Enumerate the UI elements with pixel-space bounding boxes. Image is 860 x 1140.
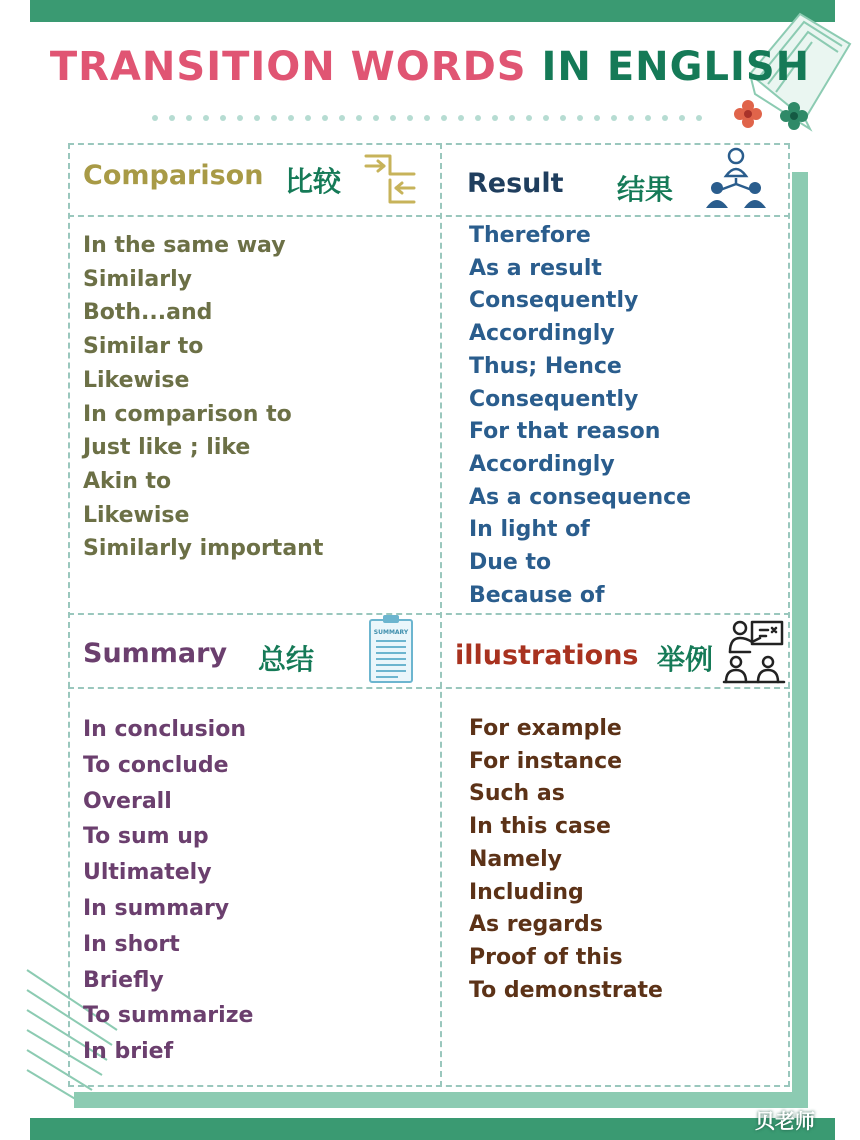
list-item: In this case bbox=[469, 814, 611, 840]
list-item: Due to bbox=[469, 550, 552, 576]
comparison-zh-heading: 比较 bbox=[285, 165, 342, 198]
bottom-band bbox=[30, 1118, 835, 1140]
list-item: As regards bbox=[469, 912, 603, 938]
clipboard-icon bbox=[368, 614, 414, 684]
list-item: Ultimately bbox=[83, 860, 212, 886]
list-item: Just like ; like bbox=[83, 435, 251, 461]
grid-vertical-divider bbox=[440, 143, 442, 1087]
grid-divider-bottom-header bbox=[68, 687, 790, 689]
compare-arrows-icon bbox=[362, 152, 418, 206]
list-item: For example bbox=[469, 716, 622, 741]
list-item: In short bbox=[83, 931, 180, 957]
list-item: Similar to bbox=[83, 334, 204, 360]
right-shadow-bar bbox=[792, 172, 808, 1097]
list-item: Consequently bbox=[469, 288, 639, 314]
title-part-2: IN ENGLISH bbox=[541, 44, 811, 90]
list-item: In brief bbox=[83, 1039, 174, 1065]
list-item: Because of bbox=[469, 582, 605, 608]
list-item: Likewise bbox=[83, 367, 190, 393]
illustrations-list bbox=[469, 713, 663, 1007]
list-item: Akin to bbox=[83, 468, 172, 494]
comparison-list bbox=[83, 229, 323, 566]
list-item: Proof of this bbox=[469, 944, 623, 970]
list-item: To sum up bbox=[83, 824, 209, 850]
teacher-board-icon bbox=[722, 618, 786, 684]
clipboard-label: SUMMARY bbox=[373, 629, 409, 636]
result-list bbox=[469, 220, 691, 612]
list-item: For that reason bbox=[469, 419, 661, 445]
dotted-divider bbox=[150, 113, 705, 123]
list-item: For instance bbox=[469, 748, 623, 774]
list-item: Both...and bbox=[83, 300, 213, 326]
result-heading: Result bbox=[467, 168, 564, 199]
summary-list bbox=[83, 712, 253, 1070]
illustrations-heading: illustrations bbox=[455, 640, 639, 671]
summary-zh-heading: 总结 bbox=[258, 643, 315, 676]
list-item: Namely bbox=[469, 846, 562, 872]
comparison-heading: Comparison bbox=[83, 160, 264, 191]
list-item: In light of bbox=[469, 517, 590, 543]
list-item: In comparison to bbox=[83, 401, 292, 427]
top-band bbox=[30, 0, 835, 22]
list-item: To conclude bbox=[83, 752, 229, 778]
list-item: Therefore bbox=[469, 223, 591, 248]
list-item: Consequently bbox=[469, 386, 639, 412]
list-item: To summarize bbox=[83, 1003, 254, 1029]
result-zh-heading: 结果 bbox=[617, 173, 674, 206]
list-item: In summary bbox=[83, 895, 230, 921]
list-item: Overall bbox=[83, 788, 172, 814]
list-item: Similarly bbox=[83, 266, 192, 292]
list-item: As a consequence bbox=[469, 484, 692, 510]
people-network-icon bbox=[704, 146, 768, 208]
list-item: Likewise bbox=[83, 502, 190, 528]
illustrations-zh-heading: 举例 bbox=[657, 643, 714, 676]
grid-divider-top-header bbox=[68, 215, 790, 217]
grid-divider-middle bbox=[68, 613, 790, 615]
list-item: To demonstrate bbox=[469, 977, 663, 1003]
list-item: Including bbox=[469, 879, 584, 905]
list-item: Such as bbox=[469, 781, 565, 807]
title-part-1: TRANSITION WORDS bbox=[49, 44, 527, 90]
watermark: 贝老师 bbox=[755, 1109, 815, 1133]
list-item: Thus; Hence bbox=[469, 353, 622, 379]
page-title bbox=[0, 44, 860, 90]
list-item: In the same way bbox=[83, 233, 286, 258]
list-item: As a result bbox=[469, 255, 602, 281]
summary-heading: Summary bbox=[83, 638, 228, 669]
list-item: Accordingly bbox=[469, 321, 615, 347]
list-item: Briefly bbox=[83, 967, 164, 993]
bottom-shadow-bar bbox=[74, 1092, 808, 1108]
list-item: Similarly important bbox=[83, 536, 324, 562]
list-item: Accordingly bbox=[469, 451, 615, 477]
list-item: In conclusion bbox=[83, 717, 246, 742]
